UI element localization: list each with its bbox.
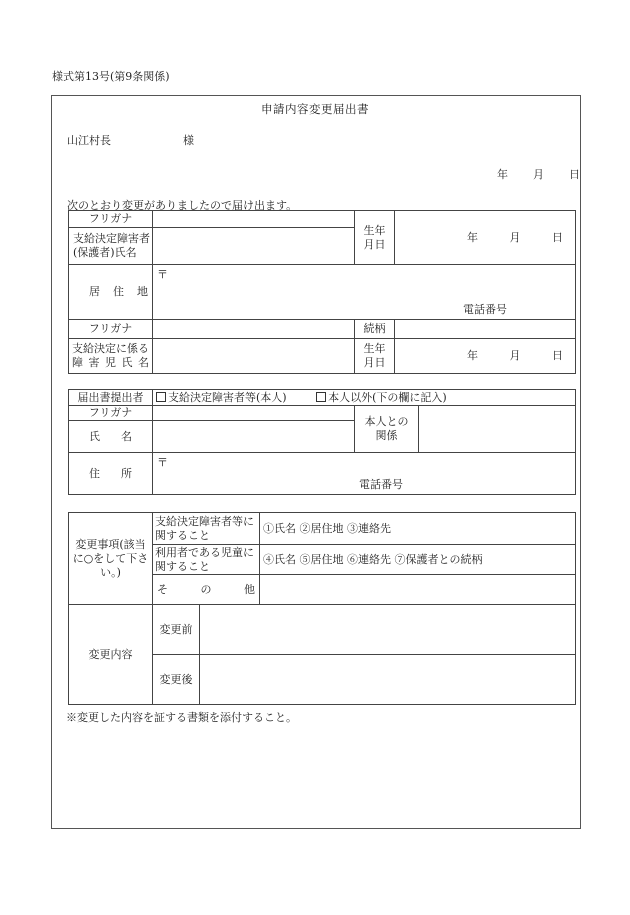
- child-birth-year-label: 年: [467, 349, 478, 362]
- attachment-note: ※変更した内容を証する書類を添付すること。: [66, 711, 297, 724]
- applicant-birth-field[interactable]: [395, 211, 576, 265]
- applicant-name-label: 支給決定障害者(保護者)氏名: [69, 228, 153, 265]
- birth-month-label: 月: [509, 230, 521, 244]
- child-birth-day-label: 日: [552, 349, 563, 362]
- birth-year-label: 年: [467, 230, 478, 244]
- change-row2-label: 利用者である児童に関すること: [153, 545, 260, 575]
- child-name-label: 支給決定に係る障害児氏名: [69, 339, 153, 374]
- submitter-table: [68, 389, 576, 495]
- submitter-postal-mark: 〒: [157, 456, 168, 469]
- submitter-options: [153, 390, 576, 406]
- submitter-address-label: 住所: [69, 453, 153, 495]
- submitter-furigana-field[interactable]: [153, 406, 355, 421]
- month-label: 月: [533, 168, 544, 181]
- submitter-address-field[interactable]: [153, 453, 576, 495]
- change-before-field[interactable]: [200, 605, 576, 655]
- change-row3-field[interactable]: [260, 575, 576, 605]
- applicant-address-field[interactable]: [153, 265, 576, 320]
- option-self-checkbox[interactable]: 支給決定障害者等(本人): [156, 391, 287, 404]
- child-birth-month-label: 月: [509, 349, 521, 362]
- addressee: 山江村長: [67, 134, 111, 147]
- submitter-relation-field[interactable]: [419, 406, 576, 453]
- applicant-name-field[interactable]: [153, 228, 355, 265]
- option-other-checkbox[interactable]: 本人以外(下の欄に記入): [316, 391, 447, 404]
- addressee-suffix: 様: [183, 134, 194, 147]
- change-table: [68, 512, 576, 705]
- day-label: 日: [569, 168, 580, 181]
- change-after-label: 変更後: [153, 655, 200, 705]
- applicant-birth-label: 生年月日: [355, 211, 395, 265]
- child-name-field[interactable]: [153, 339, 355, 374]
- child-relation-field[interactable]: [395, 320, 576, 339]
- child-relation-label: 続柄: [355, 320, 395, 339]
- change-before-label: 変更前: [153, 605, 200, 655]
- submitter-furigana-label: フリガナ: [69, 406, 153, 421]
- change-after-field[interactable]: [200, 655, 576, 705]
- change-row3-label: その他: [153, 575, 260, 605]
- submitter-phone-label: 電話番号: [359, 478, 403, 491]
- applicant-address-label: 居住地: [69, 265, 153, 320]
- submitter-name-label: 氏名: [69, 421, 153, 453]
- change-row2-options[interactable]: ④氏名 ⑤居住地 ⑥連絡先 ⑦保護者との続柄: [260, 545, 576, 575]
- applicant-furigana-label: フリガナ: [69, 211, 153, 228]
- applicant-phone-label: 電話番号: [463, 303, 507, 316]
- birth-day-label: 日: [552, 230, 563, 244]
- applicant-furigana-field[interactable]: [153, 211, 355, 228]
- child-birth-label: 生年月日: [355, 339, 395, 374]
- change-row1-options[interactable]: ①氏名 ②居住地 ③連絡先: [260, 513, 576, 545]
- applicant-table: [68, 210, 576, 374]
- form-title: 申請内容変更届出書: [261, 102, 369, 116]
- change-content-label: 変更内容: [69, 605, 153, 705]
- child-birth-field[interactable]: [395, 339, 576, 374]
- submitter-relation-label: 本人との関係: [355, 406, 419, 453]
- submitter-label: 届出書提出者: [69, 390, 153, 406]
- year-label: 年: [497, 168, 508, 181]
- change-row1-label: 支給決定障害者等に関すること: [153, 513, 260, 545]
- submitter-name-field[interactable]: [153, 421, 355, 453]
- postal-mark: 〒: [157, 268, 168, 281]
- change-item-label: 変更事項(該当に○をして下さい。): [69, 513, 153, 605]
- child-furigana-field[interactable]: [153, 320, 355, 339]
- child-furigana-label: フリガナ: [69, 320, 153, 339]
- form-number: 様式第13号(第9条関係): [52, 70, 170, 83]
- intro-text: 次のとおり変更がありましたので届け出ます。: [67, 199, 298, 212]
